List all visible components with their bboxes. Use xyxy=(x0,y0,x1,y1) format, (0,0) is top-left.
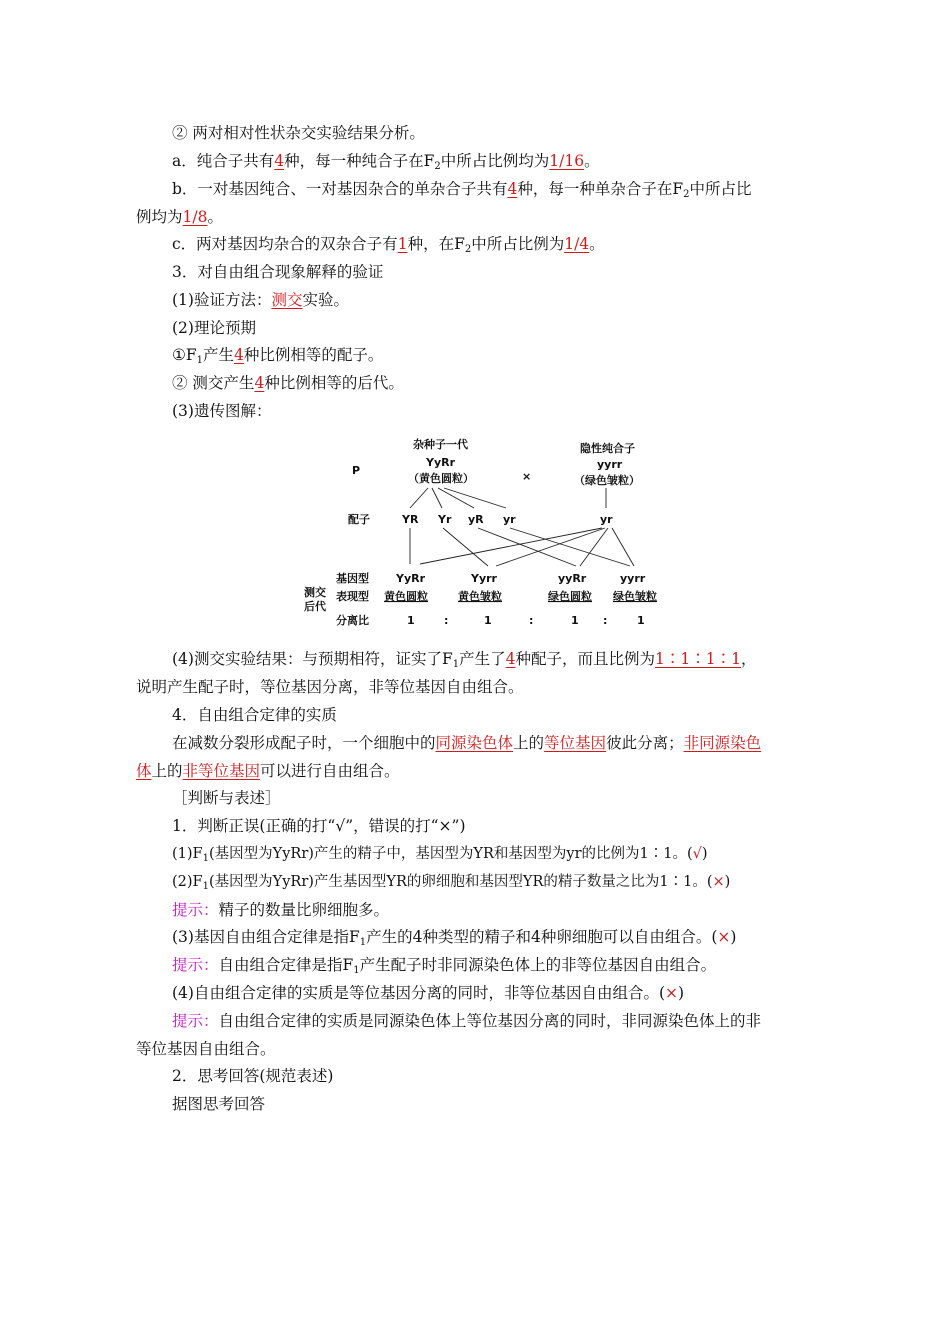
offspring-phenotype-1: 黄色圆粒 xyxy=(384,590,428,603)
parent2-phenotype: （绿色皱粒） xyxy=(574,474,640,487)
line-19: $(1)F_1$(基因型为YyRr)产生的精子中，基因型为YR和基因型为yr的比例为1∶1。(√) xyxy=(172,846,708,864)
ratio-colon-2: : xyxy=(529,614,534,627)
parent1-phenotype: （黄色圆粒） xyxy=(408,472,474,485)
line-25: 提示：自由组合定律的实质是同源染色体上等位基因分离的同时，非同源染色体上的非 xyxy=(172,1012,762,1030)
ratio-4: 1 xyxy=(637,614,645,627)
line-5: c．两对基因均杂合的双杂合子有1种，在$F_2$中所占比例为1/4。 xyxy=(172,235,605,255)
genotype-label: 基因型 xyxy=(336,572,369,585)
line-1: ② 两对相对性状杂交实验结果分析。 xyxy=(172,124,425,142)
line-28: 据图思考回答 xyxy=(172,1095,266,1113)
gamete-yR: yR xyxy=(468,513,484,526)
offspring-phenotype-3: 绿色圆粒 xyxy=(548,590,592,603)
parent2-title: 隐性纯合子 xyxy=(580,442,635,455)
phenotype-label: 表现型 xyxy=(336,590,369,603)
line-3: b．一对基因纯合、一对基因杂合的单杂合子共有4种，每一种单杂合子在$F_2$中所占比 xyxy=(172,180,752,200)
line-g7 xyxy=(580,528,608,566)
parent1-title: 杂种子一代 xyxy=(413,438,468,451)
gamete-YR: YR xyxy=(402,513,419,526)
line-13: 说明产生配子时，等位基因分离，非等位基因自由组合。 xyxy=(136,678,524,696)
line-g6 xyxy=(496,528,605,566)
offspring-phenotype-4: 绿色皱粒 xyxy=(613,590,657,603)
gamete-yr: yr xyxy=(503,513,516,526)
parent2-genotype: yyrr xyxy=(597,458,623,471)
ratio-colon-3: : xyxy=(603,614,608,627)
line-17: ［判断与表述］ xyxy=(172,789,281,807)
line-8: (2)理论预期 xyxy=(172,319,256,337)
line-14: 4．自由组合定律的实质 xyxy=(172,706,337,724)
offspring-genotype-2: Yyrr xyxy=(471,572,497,585)
line-12: (4)测交实验结果：与预期相符，证实了$F_1$产生了4种配子，而且比例为1∶1∶1∶1， xyxy=(172,650,757,670)
line-21: 提示：精子的数量比卵细胞多。 xyxy=(172,901,390,919)
p-label: P xyxy=(352,464,361,477)
ratio-3: 1 xyxy=(571,614,579,627)
ratio-colon-1: : xyxy=(444,614,449,627)
offspring-genotype-4: yyrr xyxy=(620,572,646,585)
offspring-genotype-1: YyRr xyxy=(396,572,426,585)
line-7: (1)验证方法：测交实验。 xyxy=(172,291,349,309)
line-p-yr1 xyxy=(410,488,428,508)
line-27: 2．思考回答(规范表述) xyxy=(172,1067,334,1085)
line-26: 等位基因自由组合。 xyxy=(136,1040,276,1058)
line-10: ② 测交产生4种比例相等的后代。 xyxy=(172,374,404,392)
line-2: a．纯合子共有4种，每一种纯合子在$F_2$中所占比例均为1/16。 xyxy=(172,152,600,172)
line-23: 提示：自由组合定律是指$F_1$产生配子时非同源染色体上的非等位基因自由组合。 xyxy=(172,956,717,976)
gamete-label: 配子 xyxy=(348,513,370,526)
line-p-yr3 xyxy=(438,488,474,508)
line-p-yr2 xyxy=(432,488,442,508)
genetic-cross-diagram xyxy=(300,432,700,632)
ratio-1: 1 xyxy=(407,614,415,627)
gamete-Yr: Yr xyxy=(438,513,452,526)
line-22: (3)基因自由组合定律是指$F_1$产生的4种类型的精子和4种卵细胞可以自由组合。(×) xyxy=(172,928,737,948)
line-4: 例均为1/8。 xyxy=(136,208,223,226)
parent1-genotype: YyRr xyxy=(426,456,456,469)
offspring-phenotype-2: 黄色皱粒 xyxy=(458,590,502,603)
line-16: 体上的非等位基因可以进行自由组合。 xyxy=(136,762,400,780)
line-p-yr4 xyxy=(444,488,506,508)
line-g5 xyxy=(420,528,602,564)
offspring-genotype-3: yyRr xyxy=(558,572,587,585)
gamete-yr-parent2: yr xyxy=(600,513,613,526)
line-g2 xyxy=(443,528,488,566)
line-18: 1．判断正误(正确的打“√”，错误的打“×”) xyxy=(172,817,466,835)
line-20: $(2)F_1$(基因型为YyRr)产生基因型YR的卵细胞和基因型YR的精子数量之比为1∶1。(×) xyxy=(172,874,731,892)
line-6: 3．对自由组合现象解释的验证 xyxy=(172,263,384,281)
line-15: 在减数分裂形成配子时，一个细胞中的同源染色体上的等位基因彼此分离；非同源染色 xyxy=(172,734,762,752)
line-9: $①F_1$产生4种比例相等的配子。 xyxy=(172,346,384,366)
cross-symbol: × xyxy=(522,470,532,483)
ratio-2: 1 xyxy=(484,614,492,627)
offspring-label: 测交后代 xyxy=(304,586,326,613)
line-24: (4)自由组合定律的实质是等位基因分离的同时，非等位基因自由组合。(×) xyxy=(172,984,685,1002)
line-g8 xyxy=(612,528,634,566)
ratio-label: 分离比 xyxy=(336,614,369,627)
line-11: (3)遗传图解： xyxy=(172,402,272,420)
